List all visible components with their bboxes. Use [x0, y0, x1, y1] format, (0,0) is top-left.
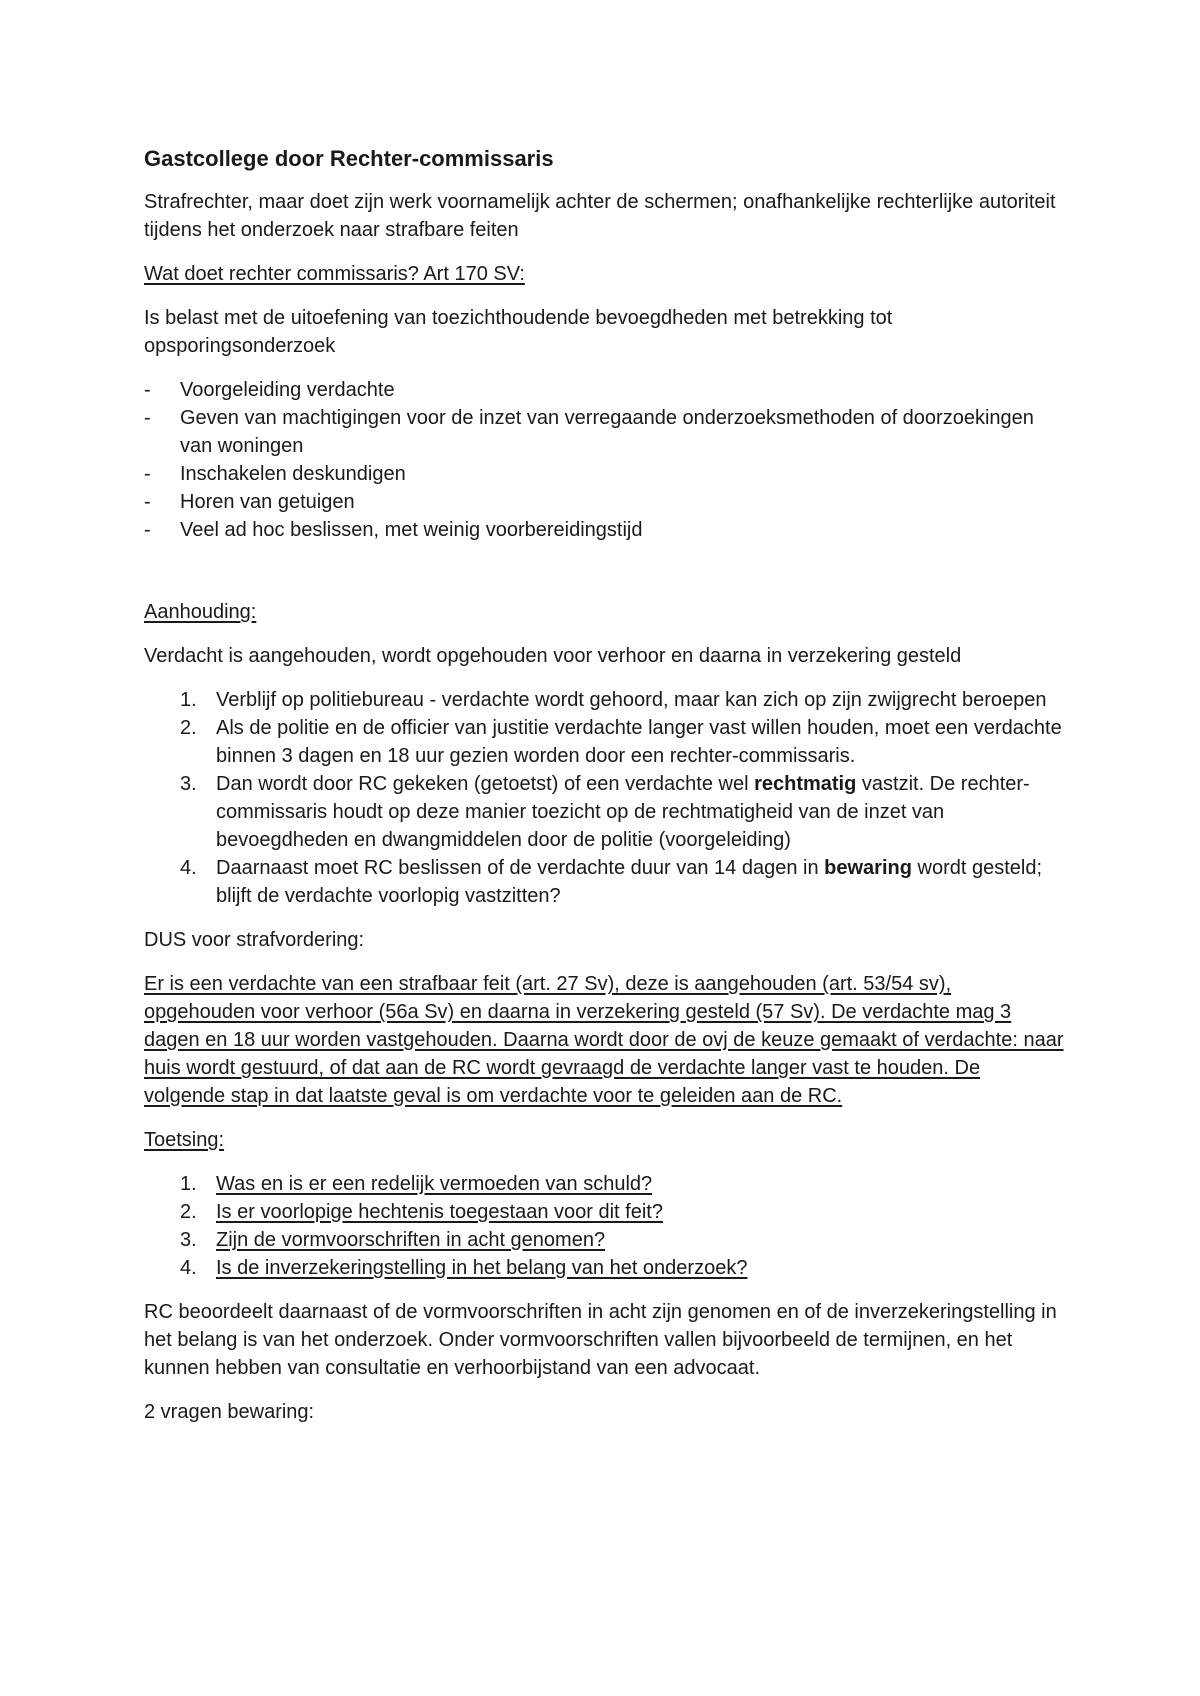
list-item: 2. Als de politie en de officier van justitie verdachte langer vast willen houden, moet een verdachte binnen 3 dagen en 18 uur gezien worden door een rechter-commissaris. [144, 714, 1064, 770]
section-text-rc-task: Is belast met de uitoefening van toezichthoudende bevoegdheden met betrekking tot opsporingsonderzoek [144, 307, 893, 357]
list-item: 1. Verblijf op politiebureau - verdachte wordt gehoord, maar kan zich op zijn zwijgrecht beroepen [144, 686, 1064, 714]
list-bullet: - [144, 407, 151, 429]
list-item: 1. Was en is er een redelijk vermoeden van schuld? [144, 1170, 1064, 1198]
section-heading-rc-task: Wat doet rechter commissaris? Art 170 SV: [144, 263, 525, 285]
list-item: - Geven van machtigingen voor de inzet van verregaande onderzoeksmethoden of doorzoekingen van woningen [144, 404, 1064, 460]
document-title: Gastcollege door Rechter-commissaris [144, 146, 554, 171]
list-number: 1. [180, 1173, 197, 1195]
intro-paragraph: Strafrechter, maar doet zijn werk voornamelijk achter de schermen; onafhankelijke rechterlijke autoriteit tijdens het onderzoek naar strafbare feiten [144, 191, 1056, 241]
list-item: 4. Daarnaast moet RC beslissen of de verdachte duur van 14 dagen in bewaring wordt gesteld; blijft de verdachte voorlopig vastzitten? [144, 854, 1064, 910]
list-bullet: - [144, 463, 151, 485]
list-item: 3. Zijn de vormvoorschriften in acht genomen? [144, 1226, 1064, 1254]
document-body [144, 144, 1064, 1442]
spacer [144, 560, 1064, 598]
bold-term: rechtmatig [754, 773, 857, 795]
aanhouding-list [144, 686, 1064, 910]
list-item: - Voorgeleiding verdachte [144, 376, 1064, 404]
list-number: 2. [180, 717, 197, 739]
list-item: 3. Dan wordt door RC gekeken (getoetst) of een verdachte wel rechtmatig vastzit. De rechter-commissaris houdt op deze manier toezicht op de rechtmatigheid van de inzet van bevoegdheden en dwangmiddelen door de politie (voorgeleiding) [144, 770, 1064, 854]
section-text-toetsing: RC beoordeelt daarnaast of de vormvoorschriften in acht zijn genomen en of de inverzekeringstelling in het belang is van het onderzoek. Onder vormvoorschriften vallen bijvoorbeeld de termijnen, en het kunnen hebben van consultatie en verhoorbijstand van een advocaat. [144, 1301, 1057, 1379]
list-item: 2. Is er voorlopige hechtenis toegestaan voor dit feit? [144, 1198, 1064, 1226]
list-number: 3. [180, 1229, 197, 1251]
toetsing-list [144, 1170, 1064, 1282]
list-item: 4. Is de inverzekeringstelling in het belang van het onderzoek? [144, 1254, 1064, 1282]
list-item: - Veel ad hoc beslissen, met weinig voorbereidingstijd [144, 516, 1064, 544]
list-number: 2. [180, 1201, 197, 1223]
section-heading-strafvordering: DUS voor strafvordering: [144, 929, 365, 951]
list-number: 4. [180, 857, 197, 879]
list-bullet: - [144, 491, 151, 513]
rc-task-list [144, 376, 1064, 544]
bold-term: bewaring [824, 857, 912, 879]
list-item: - Inschakelen deskundigen [144, 460, 1064, 488]
section-text-strafvordering: Er is een verdachte van een strafbaar feit (art. 27 Sv), deze is aangehouden (art. 53/54 sv), opgehouden voor verhoor (56a Sv) en daarna in verzekering gesteld (57 Sv). De verdachte mag 3 dagen en 18 uur worden vastgehouden. Daarna wordt door de ovj de keuze gemaakt of verdachte: naar huis wordt gestuurd, of dat aan de RC wordt gevraagd de verdachte langer vast te houden. De volgende stap in dat laatste geval is om verdachte voor te geleiden aan de RC. [144, 973, 1064, 1107]
section-heading-toetsing: Toetsing: [144, 1129, 225, 1151]
section-heading-bewaring: 2 vragen bewaring: [144, 1401, 315, 1423]
list-item: - Horen van getuigen [144, 488, 1064, 516]
list-bullet: - [144, 519, 151, 541]
list-number: 1. [180, 689, 197, 711]
section-heading-aanhouding: Aanhouding: [144, 601, 257, 623]
list-number: 3. [180, 773, 197, 795]
section-text-aanhouding: Verdacht is aangehouden, wordt opgehouden voor verhoor en daarna in verzekering gesteld [144, 645, 962, 667]
list-number: 4. [180, 1257, 197, 1279]
list-bullet: - [144, 379, 151, 401]
